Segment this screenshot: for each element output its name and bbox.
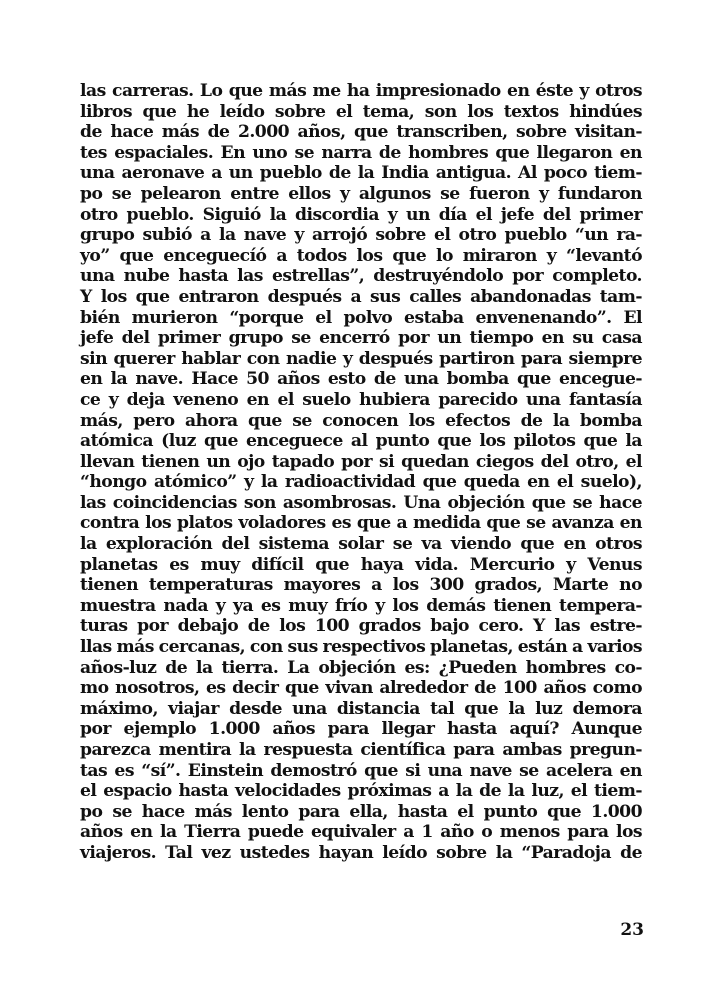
text-line: ce y deja veneno en el suelo hubiera parecido una fantasía — [80, 389, 642, 410]
text-line: el espacio hasta velocidades próximas a la de la luz, el tiem- — [80, 781, 642, 802]
text-line: por ejemplo 1.000 años para llegar hasta aquí? Aunque — [80, 719, 642, 740]
text-line: las carreras. Lo que más me ha impresionado en éste y otros — [80, 81, 642, 101]
text-line: planetas es muy difícil que haya vida. Mercurio y Venus — [80, 554, 642, 575]
text-line: en la nave. Hace 50 años esto de una bomba que encegue- — [80, 369, 642, 390]
text-line: llevan tienen un ojo tapado por si quedan ciegos del otro, el — [80, 451, 642, 472]
text-line: atómica (luz que enceguece al punto que los pilotos que la — [80, 431, 642, 452]
text-line: más, pero ahora que se conocen los efectos de la bomba — [80, 410, 642, 431]
body-text — [80, 81, 642, 864]
text-line: mo nosotros, es decir que vivan alrededor de 100 años como — [80, 678, 642, 699]
text-line: libros que he leído sobre el tema, son los textos hindúes — [80, 101, 642, 122]
text-line: tes espaciales. En uno se narra de hombres que llegaron en — [80, 142, 642, 163]
text-line: “hongo atómico” y la radioactividad que queda en el suelo), — [80, 472, 642, 493]
text-line: las coincidencias son asombrosas. Una objeción que se hace — [80, 492, 642, 513]
text-line: años en la Tierra puede equivaler a 1 año o menos para los — [80, 822, 642, 843]
text-line: otro pueblo. Siguió la discordia y un día el jefe del primer — [80, 204, 642, 225]
text-line: parezca mentira la respuesta científica para ambas pregun- — [80, 740, 642, 760]
text-line: una nube hasta las estrellas”, destruyéndolo por completo. — [80, 266, 642, 287]
text-line: sin querer hablar con nadie y después partiron para siempre — [80, 348, 642, 369]
text-line: contra los platos voladores es que a medida que se avanza en — [80, 513, 642, 534]
text-line: de hace más de 2.000 años, que transcriben, sobre visitan- — [80, 122, 642, 143]
text-line: años-luz de la tierra. La objeción es: ¿Pueden hombres co- — [80, 657, 642, 678]
text-line: viajeros. Tal vez ustedes hayan leído sobre la “Paradoja de — [80, 842, 642, 863]
text-line: bién murieron “porque el polvo estaba envenenando”. El — [80, 307, 642, 328]
text-line: tienen temperaturas mayores a los 300 grados, Marte no — [80, 575, 642, 596]
text-line: grupo subió a la nave y arrojó sobre el otro pueblo “un ra- — [80, 225, 642, 246]
text-line: máximo, viajar desde una distancia tal que la luz demora — [80, 698, 642, 719]
text-line: tas es “sí”. Einstein demostró que si una nave se acelera en — [80, 760, 642, 781]
text-line: jefe del primer grupo se encerró por un tiempo en su casa — [80, 328, 642, 349]
text-line: muestra nada y ya es muy frío y los demás tienen tempera- — [80, 595, 642, 616]
text-line: una aeronave a un pueblo de la India antigua. Al poco tiem- — [80, 163, 642, 184]
text-line: llas más cercanas, con sus respectivos planetas, están a varios — [80, 637, 642, 658]
text-line: po se hace más lento para ella, hasta el punto que 1.000 — [80, 801, 642, 822]
text-line: po se pelearon entre ellos y algunos se fueron y fundaron — [80, 183, 642, 204]
page-number: 23 — [620, 920, 644, 940]
text-line: Y los que entraron después a sus calles abandonadas tam- — [80, 286, 642, 307]
text-line: turas por debajo de los 100 grados bajo cero. Y las estre- — [80, 616, 642, 637]
text-line: yo” que enceguecíó a todos los que lo miraron y “levantó — [80, 245, 642, 266]
text-line: la exploración del sistema solar se va viendo que en otros — [80, 534, 642, 555]
